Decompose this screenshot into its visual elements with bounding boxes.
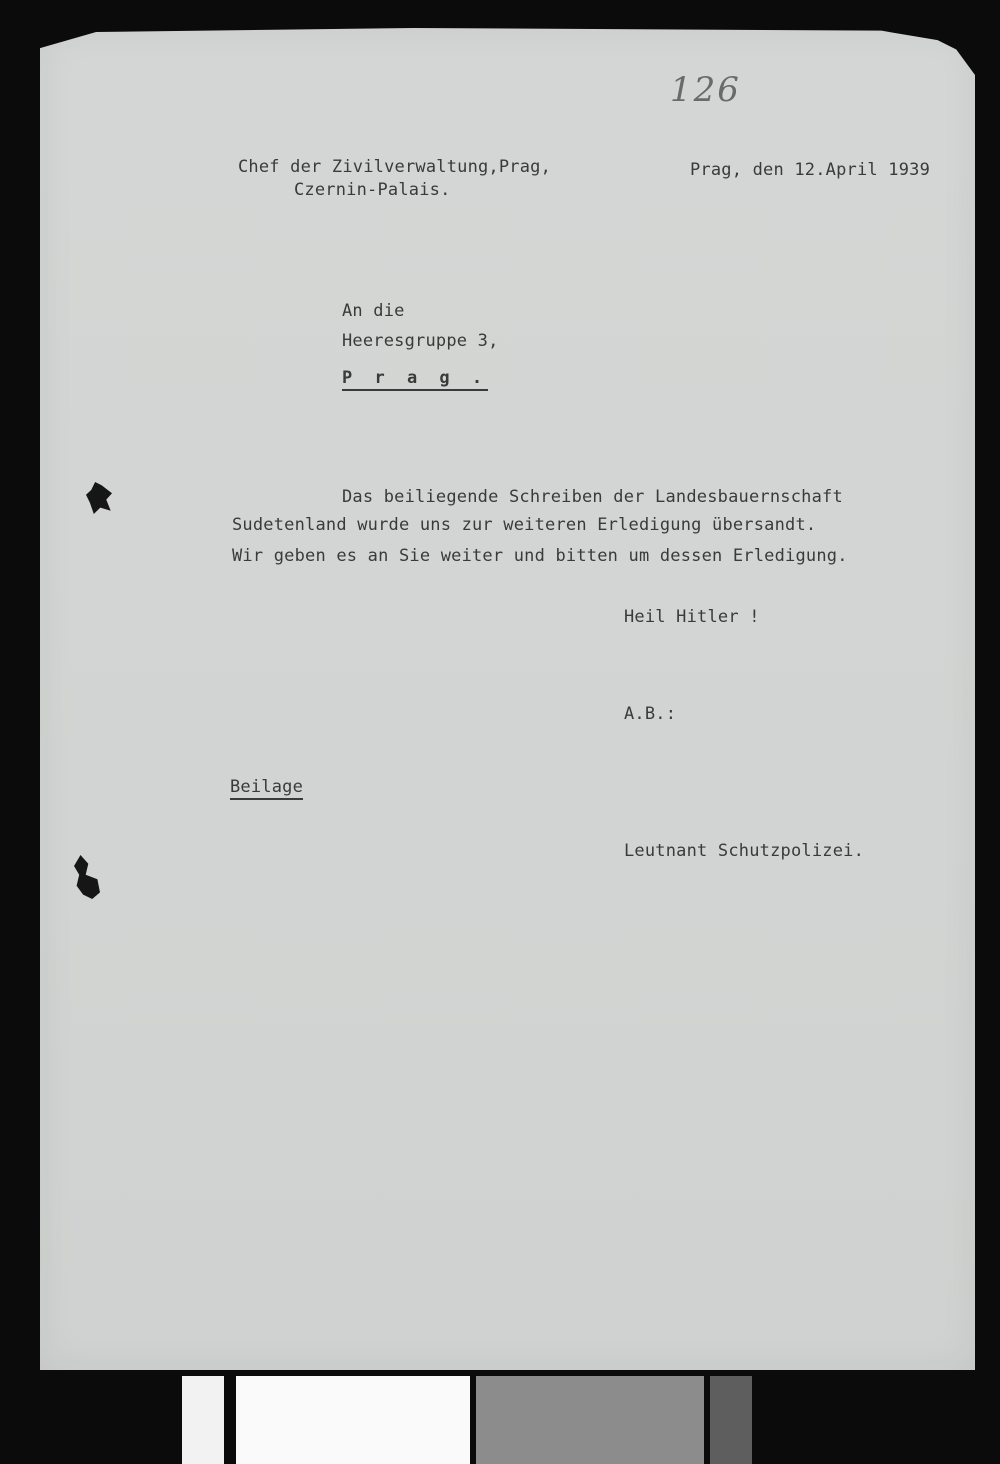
sender-line-1: Chef der Zivilverwaltung,Prag, <box>238 157 552 177</box>
sender-line-2: Czernin-Palais. <box>294 180 451 200</box>
calibration-patch-white <box>236 1376 470 1464</box>
body-line-1: Das beiliegende Schreiben der Landesbauernschaft <box>342 487 843 507</box>
calibration-patch-dark-gray <box>710 1376 752 1464</box>
folio-number: 126 <box>670 70 741 110</box>
calibration-patch-gray <box>476 1376 704 1464</box>
body-line-2: Sudetenland wurde uns zur weiteren Erledigung übersandt. <box>232 515 817 535</box>
signature-abbreviation: A.B.: <box>624 704 677 724</box>
document-page <box>40 28 975 1370</box>
enclosure-label: Beilage <box>230 777 303 800</box>
salutation: Heil Hitler ! <box>624 607 760 627</box>
recipient-line-1: An die <box>342 301 405 321</box>
body-line-3: Wir geben es an Sie weiter und bitten um dessen Erledigung. <box>232 546 848 566</box>
signatory: Leutnant Schutzpolizei. <box>624 841 865 861</box>
place-date: Prag, den 12.April 1939 <box>690 160 931 180</box>
recipient-city: P r a g . <box>342 368 488 391</box>
calibration-patch-white-small <box>182 1376 224 1464</box>
recipient-line-2: Heeresgruppe 3, <box>342 331 499 351</box>
